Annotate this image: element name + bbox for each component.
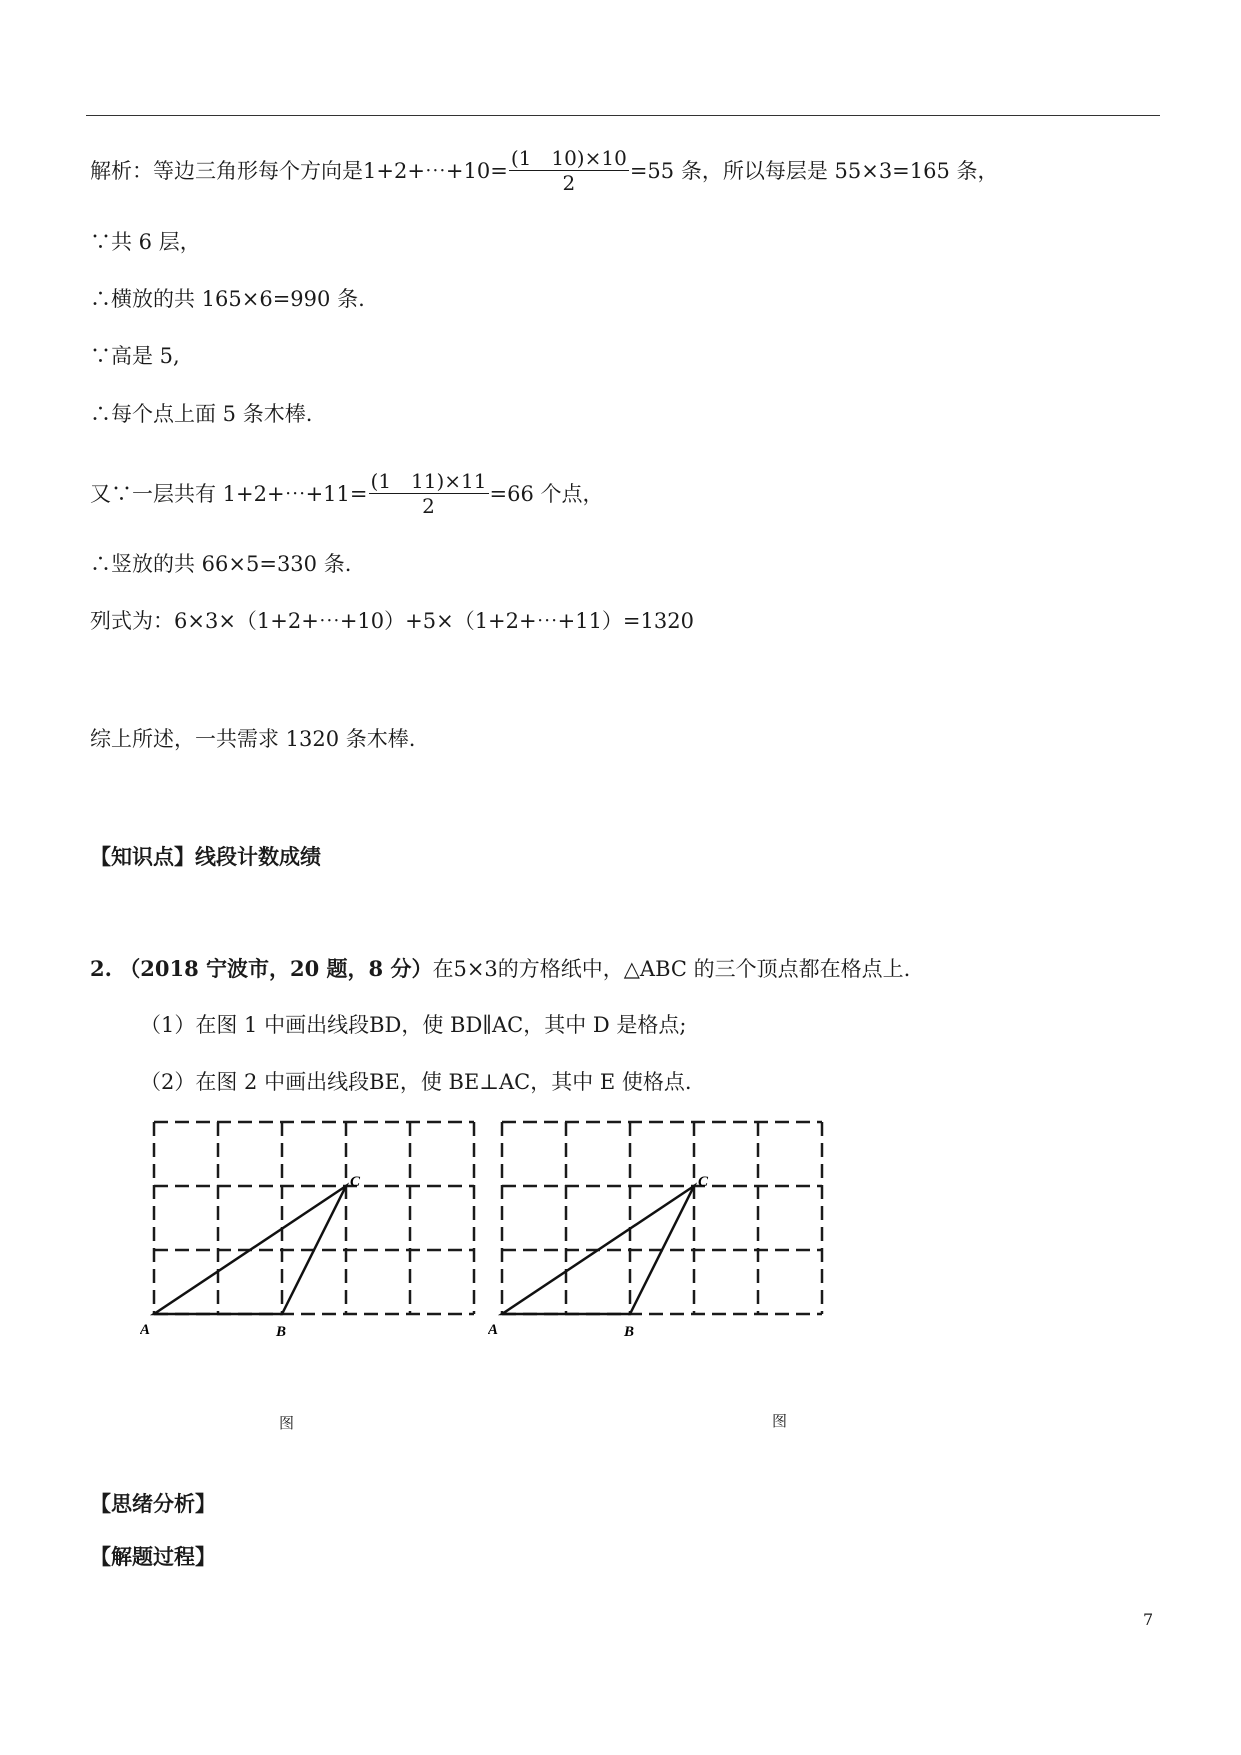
vertex-a-label: A: [140, 1322, 151, 1338]
analysis-line-7: ∴竖放的共 66×5=330 条.: [90, 552, 352, 576]
analysis-line-6: 又∵一层共有 1+2+⋯+11= $\frac{(1 11)\times 11}{2}$ =66 个点，: [90, 469, 604, 518]
analysis-line-4: ∵高是 5,: [90, 344, 180, 368]
fraction-2: $\frac{(1 11)\times 11}{2}$: [370, 469, 487, 518]
problem-2-part-1: （1）在图 1 中画出线段BD，使 BD∥AC，其中 D 是格点;: [140, 1013, 687, 1037]
figure-2-grid: [488, 1112, 828, 1342]
analysis-line-5: ∴每个点上面 5 条木棒.: [90, 402, 313, 426]
vertex-b-label: B: [276, 1324, 287, 1340]
thinking-heading: 【思绪分析】: [90, 1491, 216, 1516]
problem-2-statement: 2. （2018 宁波市，20 题，8 分）在5×3的方格纸中，△ABC 的三个顶点都在格点上.: [90, 956, 911, 981]
figure-1-grid: [140, 1112, 480, 1342]
figure-2-caption: 图: [772, 1412, 788, 1430]
knowledge-heading: 【知识点】线段计数成绩: [90, 844, 321, 869]
vertex-b-label: B: [624, 1324, 635, 1340]
vertex-a-label: A: [488, 1322, 499, 1338]
solution-heading: 【解题过程】: [90, 1544, 216, 1569]
problem-2-part-2: （2）在图 2 中画出线段BE，使 BE⊥AC，其中 E 使格点.: [140, 1070, 692, 1094]
analysis-line-8: 列式为：6×3×（1+2+⋯+10）+5×（1+2+⋯+11）=1320: [90, 609, 694, 633]
vertex-c-label: C: [698, 1174, 709, 1190]
analysis-line-2: ∵共 6 层，: [90, 230, 201, 254]
vertex-c-label: C: [350, 1174, 361, 1190]
analysis-line-9: 综上所述，一共需求 1320 条木棒.: [90, 727, 416, 751]
analysis-line-1: 解析：等边三角形每个方向是1+2+⋯+10= $\frac{(1 10)\times 10}{2}$ =55 条，所以每层是 55×3=165 条，: [90, 146, 999, 195]
fraction-1: $\frac{(1 10)\times 10}{2}$: [510, 146, 627, 195]
header-rule: [86, 115, 1160, 116]
figure-1-caption: 图: [279, 1414, 295, 1432]
page-number: 7: [1143, 1610, 1154, 1629]
analysis-line-3: ∴横放的共 165×6=990 条.: [90, 287, 365, 311]
